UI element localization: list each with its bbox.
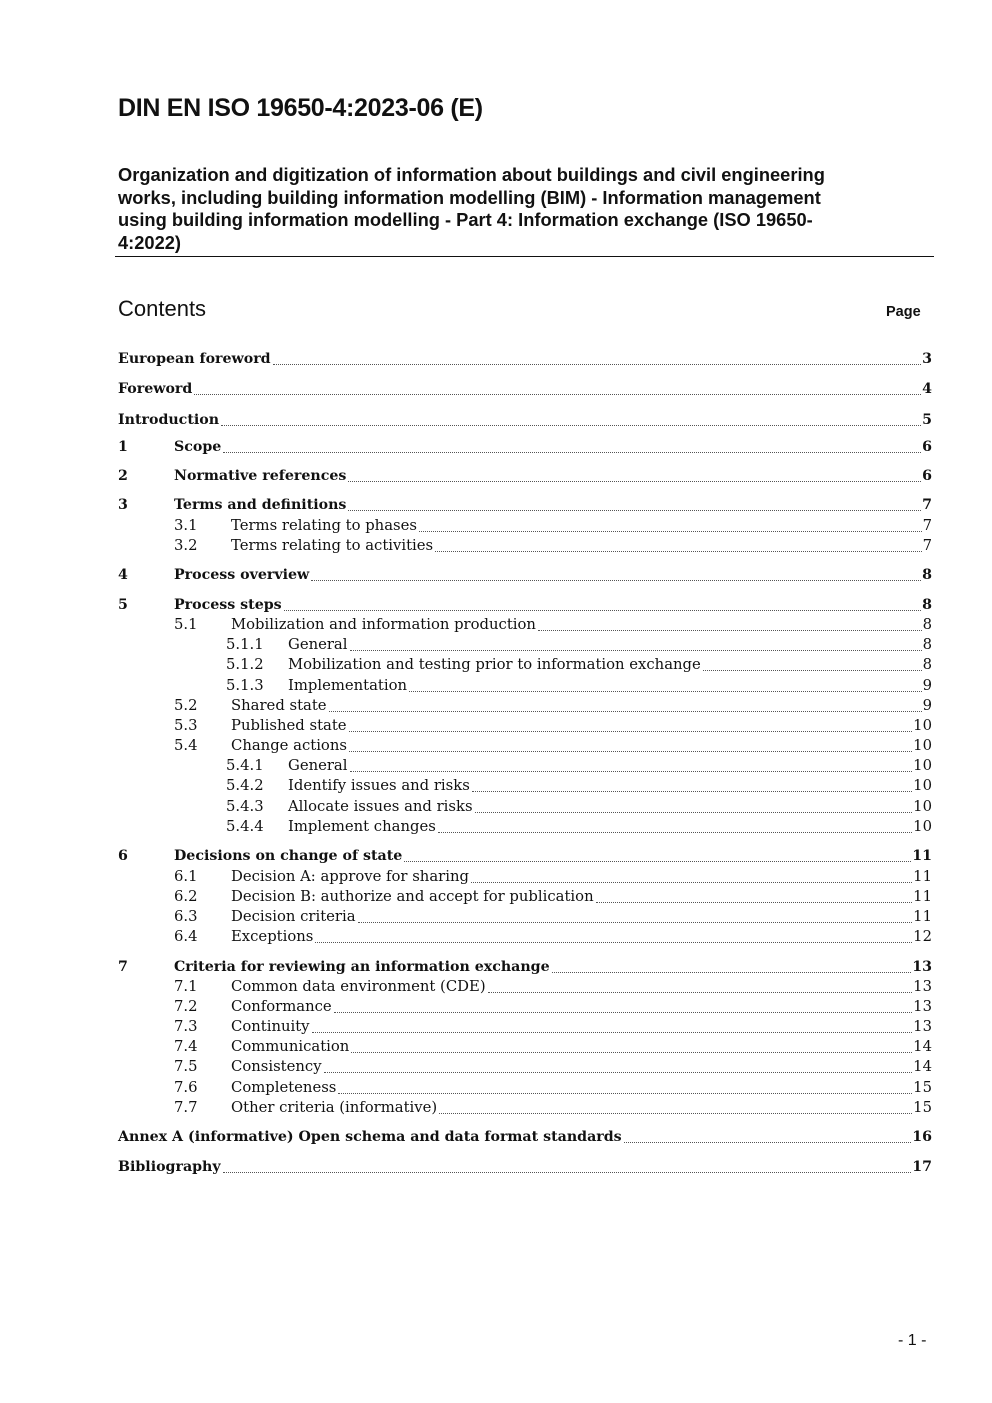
toc-entry-page: 6	[922, 468, 932, 484]
toc-entry[interactable]	[118, 887, 932, 907]
toc-entry-number: 5	[118, 597, 128, 613]
contents-heading: Contents	[118, 296, 207, 321]
toc-dot-leader	[596, 901, 913, 903]
toc-dot-leader	[552, 971, 912, 973]
toc-entry-page: 12	[913, 928, 932, 945]
toc-entry-title: Change actions	[231, 737, 347, 754]
toc-dot-leader	[329, 710, 922, 712]
toc-entry[interactable]	[118, 655, 932, 675]
toc-entry-title: European foreword	[118, 351, 271, 367]
toc-entry[interactable]	[118, 495, 932, 515]
toc-entry[interactable]	[118, 595, 932, 615]
toc-entry-title: General	[288, 636, 348, 653]
toc-entry-number: 1	[118, 439, 128, 455]
toc-entry-number: 7.4	[174, 1038, 198, 1055]
toc-entry[interactable]	[118, 615, 932, 635]
toc-entry[interactable]	[118, 410, 932, 430]
toc-entry[interactable]	[118, 846, 932, 866]
toc-entry[interactable]	[118, 716, 932, 736]
toc-entry[interactable]	[118, 1098, 932, 1118]
toc-entry[interactable]	[118, 927, 932, 947]
toc-entry-number: 5.4.4	[226, 818, 264, 835]
toc-dot-leader	[223, 451, 921, 453]
toc-entry-page: 13	[913, 1018, 932, 1035]
toc-entry-title: Published state	[231, 717, 347, 734]
toc-entry-number: 5.4	[174, 737, 198, 754]
toc-entry-title: Process overview	[174, 567, 310, 583]
toc-entry-page: 11	[913, 868, 932, 885]
toc-entry-page: 3	[922, 351, 932, 367]
toc-entry-page: 13	[913, 998, 932, 1015]
toc-entry-title: Exceptions	[231, 928, 314, 945]
toc-entry[interactable]	[118, 565, 932, 585]
toc-entry-number: 5.2	[174, 697, 198, 714]
toc-entry[interactable]	[118, 997, 932, 1017]
toc-dot-leader	[404, 860, 911, 862]
toc-entry-title: Common data environment (CDE)	[231, 978, 486, 995]
toc-dot-leader	[348, 509, 921, 511]
toc-entry-title: Criteria for reviewing an information exchange	[174, 959, 550, 975]
toc-entry[interactable]	[118, 1078, 932, 1098]
toc-entry-page: 8	[922, 597, 932, 613]
toc-entry[interactable]	[118, 977, 932, 997]
toc-entry-page: 10	[913, 717, 932, 734]
toc-entry[interactable]	[118, 466, 932, 486]
toc-entry-page: 15	[913, 1099, 932, 1116]
subtitle-line: using building information modelling - Part 4: Information exchange (ISO 19650-	[118, 209, 813, 230]
toc-dot-leader	[312, 1031, 913, 1033]
toc-entry-title: Mobilization and information production	[231, 616, 536, 633]
toc-entry-title: Allocate issues and risks	[288, 798, 473, 815]
toc-entry-title: Decisions on change of state	[174, 848, 403, 864]
page-column-label: Page	[886, 304, 921, 320]
toc-dot-leader	[221, 424, 921, 426]
toc-entry-page: 5	[922, 412, 932, 428]
toc-entry-page: 10	[913, 798, 932, 815]
toc-entry-title: Other criteria (informative)	[231, 1099, 438, 1116]
toc-entry-number: 6	[118, 848, 128, 864]
toc-entry-number: 5.3	[174, 717, 198, 734]
toc-entry[interactable]	[118, 907, 932, 927]
toc-dot-leader	[624, 1141, 912, 1143]
toc-entry-number: 5.1.2	[226, 656, 264, 673]
toc-dot-leader	[358, 921, 913, 923]
toc-entry-title: Communication	[231, 1038, 350, 1055]
toc-dot-leader	[273, 363, 922, 365]
toc-entry[interactable]	[118, 379, 932, 399]
toc-entry-title: Bibliography	[118, 1159, 221, 1175]
toc-entry-title: Decision A: approve for sharing	[231, 868, 469, 885]
toc-entry[interactable]	[118, 1057, 932, 1077]
toc-entry-number: 3.2	[174, 537, 198, 554]
document-id: DIN EN ISO 19650-4:2023-06 (E)	[118, 94, 483, 122]
toc-entry-page: 10	[913, 818, 932, 835]
toc-entry-page: 9	[922, 677, 932, 694]
toc-entry[interactable]	[118, 696, 932, 716]
toc-entry-number: 7	[118, 959, 128, 975]
toc-entry[interactable]	[118, 776, 932, 796]
toc-entry[interactable]	[118, 1037, 932, 1057]
toc-dot-leader	[348, 480, 921, 482]
toc-dot-leader	[475, 811, 913, 813]
toc-entry-number: 4	[118, 567, 128, 583]
toc-entry-number: 6.3	[174, 908, 198, 925]
toc-entry[interactable]	[118, 797, 932, 817]
toc-entry-title: Introduction	[118, 412, 220, 428]
toc-dot-leader	[472, 790, 912, 792]
toc-dot-leader	[349, 730, 913, 732]
toc-entry-page: 10	[913, 737, 932, 754]
toc-entry-number: 2	[118, 468, 128, 484]
toc-entry[interactable]	[118, 756, 932, 776]
toc-entry-page: 10	[913, 757, 932, 774]
toc-entry-page: 7	[922, 497, 932, 513]
toc-entry-title: Implement changes	[288, 818, 436, 835]
toc-dot-leader	[438, 831, 912, 833]
toc-entry-page: 11	[913, 908, 932, 925]
toc-entry-title: Mobilization and testing prior to information exchange	[288, 656, 701, 673]
footer-page-number: - 1 -	[898, 1332, 927, 1349]
toc-dot-leader	[351, 1051, 912, 1053]
toc-entry-number: 5.1.1	[226, 636, 264, 653]
toc-entry[interactable]	[118, 516, 932, 536]
toc-entry-page: 17	[912, 1159, 932, 1175]
toc-dot-leader	[488, 991, 913, 993]
toc-entry-page: 11	[912, 848, 932, 864]
toc-dot-leader	[338, 1092, 912, 1094]
toc-entry-number: 7.1	[174, 978, 198, 995]
toc-dot-leader	[435, 550, 921, 552]
toc-entry[interactable]	[118, 676, 932, 696]
toc-dot-leader	[538, 629, 922, 631]
toc-dot-leader	[334, 1011, 913, 1013]
toc-entry-page: 8	[922, 616, 932, 633]
toc-entry-page: 4	[922, 381, 932, 397]
toc-entry-page: 8	[922, 567, 932, 583]
toc-dot-leader	[350, 649, 922, 651]
toc-entry-number: 6.2	[174, 888, 198, 905]
toc-dot-leader	[703, 669, 922, 671]
toc-entry-title: Normative references	[174, 468, 347, 484]
toc-entry-page: 13	[913, 978, 932, 995]
toc-entry-title: Implementation	[288, 677, 408, 694]
toc-entry-page: 11	[913, 888, 932, 905]
toc-entry-number: 7.5	[174, 1058, 198, 1075]
toc-entry-title: Shared state	[231, 697, 327, 714]
toc-dot-leader	[350, 770, 913, 772]
toc-entry-title: Consistency	[231, 1058, 322, 1075]
toc-entry-number: 7.7	[174, 1099, 198, 1116]
toc-entry-number: 7.3	[174, 1018, 198, 1035]
toc-dot-leader	[324, 1071, 913, 1073]
subtitle-line: 4:2022)	[118, 231, 182, 253]
subtitle-line: Organization and digitization of information about buildings and civil engineering	[118, 164, 825, 185]
toc-entry[interactable]	[118, 736, 932, 756]
toc-dot-leader	[194, 393, 921, 395]
toc-entry-page: 15	[913, 1079, 932, 1096]
toc-entry[interactable]	[118, 437, 932, 457]
toc-entry[interactable]	[118, 1017, 932, 1037]
toc-entry-title: Process steps	[174, 597, 282, 613]
toc-entry-number: 6.4	[174, 928, 198, 945]
toc-entry[interactable]	[118, 817, 932, 837]
toc-entry-title: Completeness	[231, 1079, 337, 1096]
toc-dot-leader	[311, 579, 921, 581]
toc-entry-number: 5.4.1	[226, 757, 264, 774]
toc-entry-title: Foreword	[118, 381, 193, 397]
toc-entry[interactable]	[118, 1127, 932, 1147]
toc-entry[interactable]	[118, 635, 932, 655]
toc-dot-leader	[439, 1112, 912, 1114]
toc-entry-page: 8	[922, 636, 932, 653]
toc-entry-title: Scope	[174, 439, 222, 455]
toc-entry-page: 7	[922, 517, 932, 534]
toc-entry[interactable]	[118, 349, 932, 369]
toc-entry-page: 13	[912, 959, 932, 975]
toc-entry-number: 5.4.2	[226, 777, 264, 794]
toc-entry-page: 9	[922, 697, 932, 714]
toc-dot-leader	[223, 1171, 912, 1173]
toc-entry-number: 3.1	[174, 517, 198, 534]
toc-entry-number: 5.1.3	[226, 677, 264, 694]
toc-entry-title: Continuity	[231, 1018, 310, 1035]
toc-entry-title: Identify issues and risks	[288, 777, 470, 794]
toc-entry-number: 7.6	[174, 1079, 198, 1096]
toc-dot-leader	[419, 530, 922, 532]
subtitle-line: works, including building information modelling (BIM) - Information management	[118, 186, 821, 208]
toc-entry-number: 7.2	[174, 998, 198, 1015]
toc-entry-page: 7	[922, 537, 932, 554]
toc-entry-title: Conformance	[231, 998, 332, 1015]
toc-dot-leader	[349, 750, 912, 752]
toc-entry-title: Terms relating to activities	[231, 537, 434, 554]
toc-entry-title: Decision B: authorize and accept for publication	[231, 888, 594, 905]
toc-entry-page: 14	[913, 1038, 932, 1055]
toc-dot-leader	[409, 690, 922, 692]
toc-entry-number: 3	[118, 497, 128, 513]
toc-entry[interactable]	[118, 1157, 932, 1177]
toc-entry-number: 6.1	[174, 868, 198, 885]
toc-entry-title: Terms and definitions	[174, 497, 347, 513]
toc-entry-page: 10	[913, 777, 932, 794]
toc-entry-number: 5.4.3	[226, 798, 264, 815]
toc-entry[interactable]	[118, 867, 932, 887]
toc-entry[interactable]	[118, 957, 932, 977]
toc-entry-title: Terms relating to phases	[231, 517, 417, 534]
toc-entry[interactable]	[118, 536, 932, 556]
toc-dot-leader	[284, 609, 921, 611]
toc-entry-page: 8	[922, 656, 932, 673]
toc-entry-title: General	[288, 757, 348, 774]
toc-entry-page: 6	[922, 439, 932, 455]
toc-dot-leader	[315, 941, 912, 943]
toc-entry-page: 14	[913, 1058, 932, 1075]
toc-dot-leader	[471, 881, 912, 883]
toc-entry-number: 5.1	[174, 616, 198, 633]
toc-entry-page: 16	[912, 1129, 932, 1145]
toc-entry-title: Decision criteria	[231, 908, 356, 925]
toc-entry-title: Annex A (informative) Open schema and data format standards	[118, 1129, 622, 1145]
